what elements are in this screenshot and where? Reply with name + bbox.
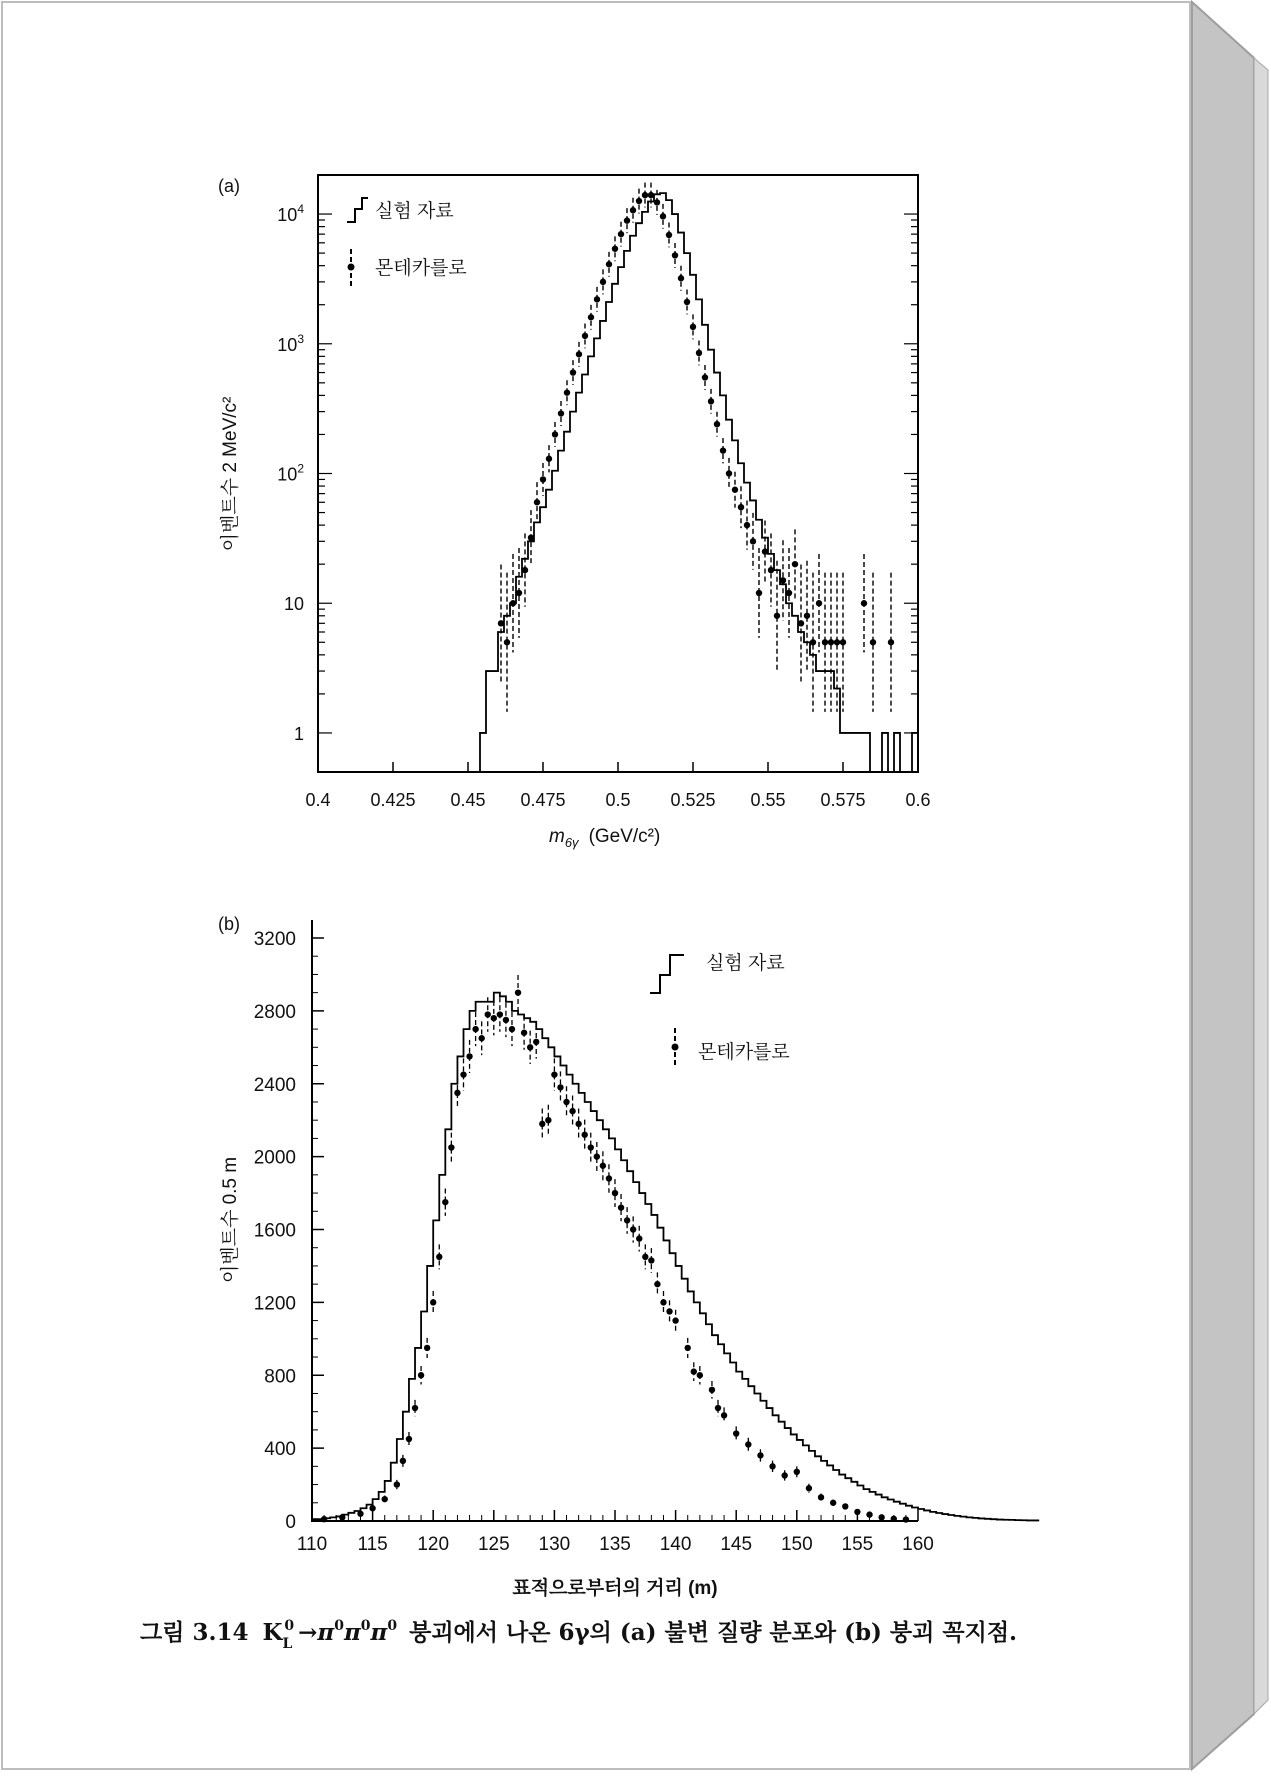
legend-mc-label: 몬테카를로 — [375, 258, 467, 279]
mc-marker — [745, 1441, 751, 1447]
mc-marker — [491, 1015, 497, 1021]
mc-marker — [750, 538, 756, 544]
mc-marker — [798, 620, 804, 626]
mc-marker — [460, 1071, 466, 1077]
mc-point — [903, 1516, 909, 1522]
mc-marker — [430, 1299, 436, 1305]
mc-marker — [903, 1516, 909, 1522]
mc-marker — [582, 333, 588, 339]
mc-marker — [576, 351, 582, 357]
mc-marker — [534, 499, 540, 505]
mc-marker — [588, 1144, 594, 1150]
mc-marker — [528, 534, 534, 540]
mc-marker — [774, 613, 780, 619]
mc-marker — [733, 1430, 739, 1436]
mc-marker — [690, 324, 696, 330]
mc-marker — [714, 421, 720, 427]
mc-marker — [684, 299, 690, 305]
x-tick-label: 160 — [902, 1534, 934, 1555]
mc-marker — [497, 1011, 503, 1017]
mc-marker — [406, 1436, 412, 1442]
mc-marker — [828, 639, 834, 645]
mc-marker — [792, 561, 798, 567]
mc-marker — [818, 1494, 824, 1500]
mc-marker — [781, 1472, 787, 1478]
mc-marker — [564, 389, 570, 395]
mc-marker — [618, 231, 624, 237]
mc-marker — [636, 198, 642, 204]
mc-marker — [648, 1257, 654, 1263]
mc-marker — [394, 1481, 400, 1487]
x-tick-label: 0.6 — [905, 790, 931, 810]
mc-marker — [527, 1044, 533, 1050]
mc-marker — [557, 1084, 563, 1090]
mc-marker — [569, 1108, 575, 1114]
mc-marker — [498, 620, 504, 626]
x-tick-label: 0.55 — [750, 790, 786, 810]
mc-marker — [830, 1500, 836, 1506]
y-tick-label: 400 — [264, 1439, 296, 1461]
mc-marker — [678, 275, 684, 281]
mc-marker — [648, 192, 654, 198]
mc-point — [369, 1505, 375, 1511]
mc-marker — [618, 1204, 624, 1210]
y-tick-label: 3200 — [253, 929, 296, 950]
mc-marker — [552, 431, 558, 437]
mc-marker — [842, 1503, 848, 1509]
x-tick-label: 0.525 — [670, 790, 716, 810]
mc-marker — [612, 1190, 618, 1196]
legend-point-icon — [348, 264, 355, 271]
x-tick-label: 0.575 — [820, 790, 866, 810]
mc-marker — [448, 1144, 454, 1150]
mc-marker — [630, 1226, 636, 1232]
x-tick-label: 155 — [841, 1534, 874, 1555]
panel-b-label: (b) — [218, 914, 240, 934]
mc-point — [339, 1514, 345, 1520]
mc-marker — [654, 199, 660, 205]
mc-marker — [321, 1516, 327, 1522]
mc-point — [321, 1516, 327, 1522]
y-tick-label: 10 — [283, 594, 304, 615]
mc-point — [891, 1516, 897, 1522]
mc-marker — [870, 639, 876, 645]
panel-a-label: (a) — [218, 176, 240, 196]
x-tick-label: 0.45 — [450, 790, 486, 810]
mc-marker — [442, 1199, 448, 1205]
mc-marker — [612, 246, 618, 252]
mc-marker — [666, 1308, 672, 1314]
x-tick-label: 110 — [296, 1534, 328, 1555]
mc-marker — [545, 1117, 551, 1123]
x-tick-label: 0.425 — [370, 790, 416, 810]
mc-marker — [691, 1368, 697, 1374]
mc-marker — [412, 1405, 418, 1411]
mc-marker — [757, 1452, 763, 1458]
mc-point — [357, 1511, 363, 1517]
mc-marker — [732, 487, 738, 493]
mc-marker — [424, 1345, 430, 1351]
mc-point — [854, 1509, 860, 1515]
mc-marker — [339, 1514, 345, 1520]
mc-marker — [738, 504, 744, 510]
mc-point — [878, 1514, 884, 1520]
mc-marker — [539, 1121, 545, 1127]
mc-marker — [720, 447, 726, 453]
mc-marker — [509, 1026, 515, 1032]
x-tick-label: 120 — [417, 1534, 450, 1555]
mc-point — [866, 1511, 872, 1517]
mc-marker — [786, 590, 792, 596]
mc-marker — [382, 1496, 388, 1502]
y-tick-label: $10^4$ — [277, 202, 304, 226]
mc-marker — [708, 398, 714, 404]
mc-marker — [854, 1509, 860, 1515]
mc-marker — [522, 567, 528, 573]
mc-marker — [418, 1372, 424, 1378]
mc-marker — [866, 1511, 872, 1517]
mc-marker — [804, 613, 810, 619]
y-tick-label: 0 — [285, 1512, 296, 1533]
mc-marker — [454, 1090, 460, 1096]
book-page-edge — [1192, 2, 1254, 1769]
mc-marker — [696, 350, 702, 356]
mc-marker — [697, 1372, 703, 1378]
mc-marker — [546, 456, 552, 462]
mc-marker — [582, 1132, 588, 1138]
mc-marker — [563, 1099, 569, 1105]
mc-marker — [660, 1299, 666, 1305]
mc-marker — [769, 1463, 775, 1469]
mc-marker — [654, 1281, 660, 1287]
mc-marker — [768, 567, 774, 573]
mc-marker — [594, 296, 600, 302]
y-tick-label: $10^3$ — [277, 331, 304, 355]
mc-marker — [672, 1317, 678, 1323]
panel-b-xlabel: 표적으로부터의 거리 (m) — [512, 1578, 718, 1599]
figure-caption: 그림 3.14 $K_L0 \to\pi^0\pi^0\pi^0$ 붕괴에서 나온 6γ의 (a) 불변 질량 분포와 (b) 붕괴 꼭지점. — [140, 1618, 1018, 1652]
mc-marker — [600, 279, 606, 285]
x-tick-label: 130 — [538, 1534, 571, 1555]
mc-marker — [533, 1039, 539, 1045]
x-tick-label: 125 — [477, 1534, 510, 1555]
y-tick-label: 2000 — [253, 1147, 296, 1169]
x-tick-label: 135 — [599, 1534, 631, 1555]
mc-marker — [551, 1071, 557, 1077]
mc-marker — [600, 1163, 606, 1169]
mc-marker — [485, 1011, 491, 1017]
legend-mc-label: 몬테카를로 — [698, 1042, 790, 1063]
mc-marker — [709, 1387, 715, 1393]
mc-marker — [861, 600, 867, 606]
mc-marker — [558, 410, 564, 416]
mc-marker — [642, 192, 648, 198]
mc-point — [842, 1503, 848, 1509]
legend-point-icon — [672, 1044, 679, 1051]
x-tick-label: 150 — [780, 1534, 813, 1555]
mc-marker — [756, 590, 762, 596]
mc-marker — [834, 639, 840, 645]
legend-data-label: 실험 자료 — [706, 953, 785, 974]
x-tick-label: 0.5 — [605, 790, 631, 810]
mc-marker — [540, 476, 546, 482]
y-tick-label: 2400 — [253, 1074, 296, 1096]
panel-b-ylabel: 이벤트수 0.5 m — [220, 1156, 241, 1284]
mc-marker — [660, 213, 666, 219]
panel-a-ylabel: 이벤트수 2 MeV/c² — [220, 396, 241, 552]
book-frame — [2, 2, 1268, 1769]
mc-marker — [816, 600, 822, 606]
mc-marker — [642, 1254, 648, 1260]
mc-marker — [630, 207, 636, 213]
mc-marker — [400, 1458, 406, 1464]
mc-marker — [806, 1485, 812, 1491]
mc-marker — [878, 1514, 884, 1520]
mc-marker — [466, 1053, 472, 1059]
mc-marker — [504, 639, 510, 645]
mc-marker — [575, 1121, 581, 1127]
mc-marker — [666, 232, 672, 238]
mc-marker — [891, 1516, 897, 1522]
y-tick-label: $10^2$ — [277, 461, 304, 485]
x-tick-label: 0.475 — [520, 790, 566, 810]
mc-marker — [624, 217, 630, 223]
mc-marker — [888, 639, 894, 645]
x-tick-label: 140 — [659, 1534, 692, 1555]
x-tick-label: 0.4 — [305, 790, 331, 810]
mc-marker — [762, 548, 768, 554]
y-tick-label: 800 — [264, 1366, 296, 1388]
mc-marker — [794, 1469, 800, 1475]
mc-marker — [521, 1030, 527, 1036]
mc-marker — [685, 1345, 691, 1351]
mc-marker — [744, 522, 750, 528]
x-tick-label: 145 — [720, 1534, 753, 1555]
y-tick-label: 1 — [293, 723, 304, 744]
legend-data-label: 실험 자료 — [375, 201, 454, 222]
mc-marker — [702, 374, 708, 380]
mc-marker — [357, 1511, 363, 1517]
y-tick-label: 1600 — [253, 1220, 296, 1242]
mc-marker — [672, 252, 678, 258]
mc-marker — [588, 314, 594, 320]
x-tick-label: 115 — [357, 1534, 388, 1555]
mc-marker — [510, 600, 516, 606]
mc-marker — [606, 261, 612, 267]
mc-marker — [810, 639, 816, 645]
mc-marker — [636, 1235, 642, 1241]
mc-marker — [822, 639, 828, 645]
mc-marker — [503, 1017, 509, 1023]
mc-marker — [369, 1505, 375, 1511]
mc-marker — [478, 1035, 484, 1041]
mc-marker — [780, 577, 786, 583]
y-tick-label: 1200 — [253, 1293, 296, 1315]
mc-marker — [624, 1217, 630, 1223]
mc-marker — [840, 639, 846, 645]
panel-a-xlabel: $m_{6\gamma}$ (GeV/c²) — [549, 826, 661, 850]
mc-marker — [721, 1412, 727, 1418]
mc-marker — [472, 1026, 478, 1032]
mc-marker — [515, 989, 521, 995]
mc-marker — [570, 369, 576, 375]
mc-marker — [516, 590, 522, 596]
mc-marker — [436, 1254, 442, 1260]
mc-marker — [726, 470, 732, 476]
mc-marker — [606, 1175, 612, 1181]
y-tick-label: 2800 — [253, 1001, 296, 1023]
mc-marker — [715, 1405, 721, 1411]
mc-marker — [594, 1153, 600, 1159]
